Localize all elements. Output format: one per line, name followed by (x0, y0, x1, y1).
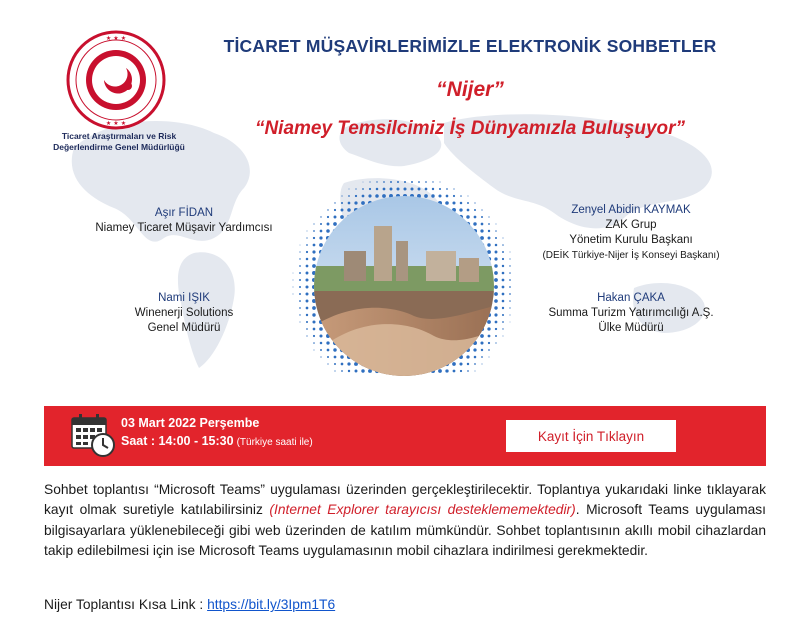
speaker-title: Niamey Ticaret Müşavir Yardımcısı (95, 222, 273, 234)
speaker-company: Summa Turizm Yatırımcılığı A.Ş. (548, 307, 714, 319)
event-time (121, 434, 313, 448)
short-link-line (44, 597, 335, 612)
calendar-clock-icon (70, 412, 116, 458)
event-date: 03 Mart 2022 Perşembe (121, 416, 260, 430)
event-time-range: Saat : 14:00 - 15:30 (121, 434, 234, 448)
speaker-1 (64, 206, 304, 236)
speaker-2 (64, 291, 304, 336)
description-text-continued: . Microsoft Teams uygulaması bilgisayarlara yüklenebileceği gibi web üzerinden de katılım mümkündür. Sohbet toplantısının akıllı mobil cihazlardan takip edilebilmesi için ise Microsoft Teams uygulamasının mobil cihazlara indirilmesi gerekmektedir. (44, 502, 766, 559)
short-link[interactable]: https://bit.ly/3Ipm1T6 (207, 597, 336, 612)
speaker-title: Genel Müdürü (147, 322, 221, 334)
main-title: TİCARET MÜŞAVİRLERİMİZLE ELEKTRONİK SOHBETLER (223, 36, 717, 56)
speaker-name: Nami IŞIK (158, 292, 210, 304)
speaker-title: Ülke Müdürü (598, 322, 664, 334)
org-name-line1: Ticaret Araştırmaları ve Risk (61, 131, 177, 141)
speaker-name: Hakan ÇAKA (597, 292, 665, 304)
speaker-company: Winenerji Solutions (134, 307, 234, 319)
speaker-3 (506, 203, 756, 263)
event-subtitle: “Niamey Temsilcimiz İş Dünyamızla Buluşuyor” (254, 118, 686, 139)
speaker-name: Aşır FİDAN (154, 207, 214, 219)
svg-text:★ ★ ★: ★ ★ ★ (105, 35, 127, 42)
register-button[interactable]: Kayıt İçin Tıklayın (506, 420, 676, 452)
speaker-company: ZAK Grup (605, 219, 657, 231)
ministry-seal-icon (66, 30, 166, 130)
browser-note: (Internet Explorer tarayıcısı desteklememektedir) (269, 502, 576, 518)
country-title: “Nijer” (436, 78, 504, 101)
description-paragraph (44, 480, 766, 562)
event-timezone: (Türkiye saati ile) (236, 437, 313, 448)
speaker-name: Zenyel Abidin KAYMAK (571, 204, 691, 216)
org-name-line2: Değerlendirme Genel Müdürlüğü (53, 142, 185, 152)
speaker-title: Yönetim Kurulu Başkanı (569, 234, 693, 246)
svg-text:★ ★ ★: ★ ★ ★ (105, 120, 127, 127)
event-poster (44, 18, 766, 466)
event-info-banner (44, 406, 766, 466)
city-handshake-photo (314, 196, 494, 376)
description-text: Sohbet toplantısı “Microsoft Teams” uygulaması üzerinden gerçekleştirilecektir. Toplantıya yukarıdaki linke tıklayarak kayıt olmak suretiyle katılabilirsiniz (44, 482, 766, 518)
speaker-note: (DEİK Türkiye-Nijer İş Konseyi Başkanı) (542, 250, 720, 261)
speaker-4 (506, 291, 756, 336)
organization-name (44, 131, 194, 153)
short-link-label: Nijer Toplantısı Kısa Link : (44, 597, 208, 612)
